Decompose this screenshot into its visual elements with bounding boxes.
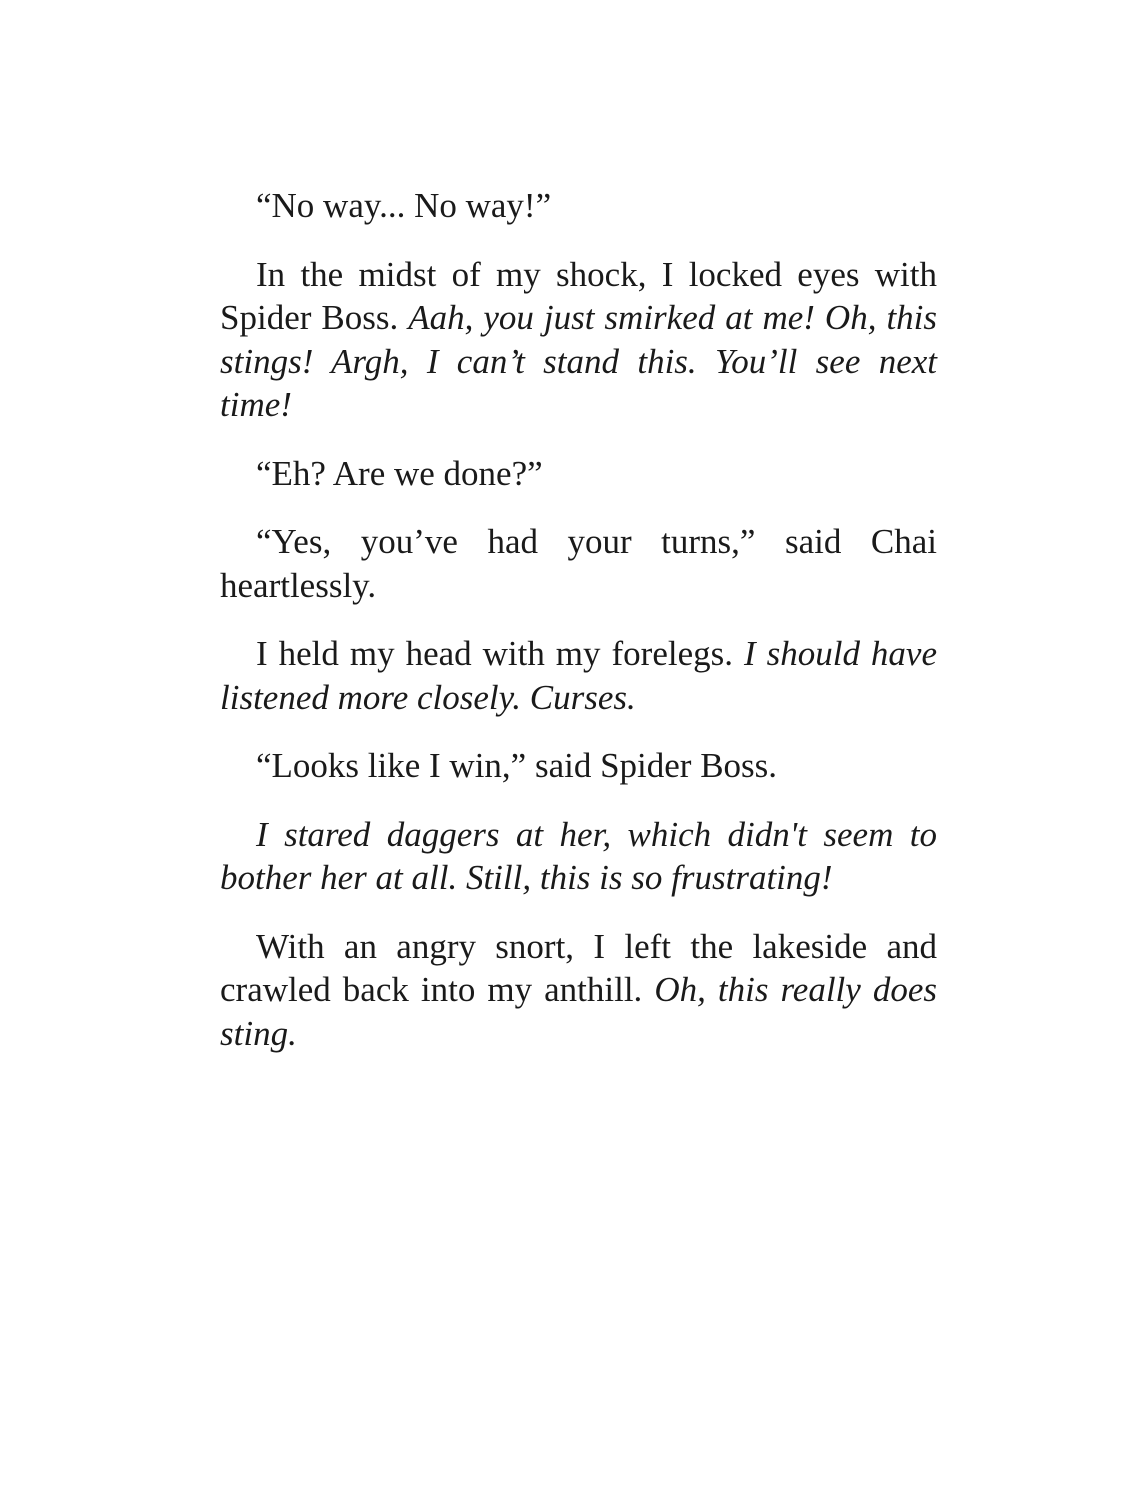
paragraph-1 bbox=[220, 184, 937, 228]
paragraph-4 bbox=[220, 520, 937, 607]
paragraph-3 bbox=[220, 452, 937, 496]
paragraph-7-italic-text: I stared daggers at her, which didn't seem to bother her at all. Still, this is so frustrating! bbox=[220, 814, 937, 897]
paragraph-5-text: I held my head with my forelegs. bbox=[256, 634, 744, 673]
paragraph-2-text: In the midst of my shock, I locked eyes with Spider Boss. bbox=[220, 254, 937, 337]
paragraph-7 bbox=[220, 813, 937, 900]
paragraph-6-text: “Looks like I win,” said Spider Boss. bbox=[256, 746, 778, 785]
paragraph-2 bbox=[220, 253, 937, 427]
page-body bbox=[220, 184, 937, 1080]
paragraph-1-text: “No way... No way!” bbox=[256, 186, 552, 225]
paragraph-2-italic-text: Aah, you just smirked at me! Oh, this stings! Argh, I can’t stand this. You’ll see next time! bbox=[220, 298, 938, 424]
paragraph-5 bbox=[220, 632, 937, 719]
paragraph-6 bbox=[220, 744, 937, 788]
paragraph-3-text: “Eh? Are we done?” bbox=[256, 453, 543, 493]
paragraph-4-text: “Yes, you’ve had your turns,” said Chai heartlessly. bbox=[220, 522, 937, 605]
paragraph-8-text: With an angry snort, I left the lakeside and crawled back into my anthill. bbox=[220, 926, 937, 1009]
paragraph-8-italic-text: Oh, this really does sting. bbox=[220, 970, 937, 1053]
paragraph-8 bbox=[220, 925, 937, 1056]
paragraph-5-italic-text: I should have listened more closely. Curses. bbox=[220, 634, 937, 717]
